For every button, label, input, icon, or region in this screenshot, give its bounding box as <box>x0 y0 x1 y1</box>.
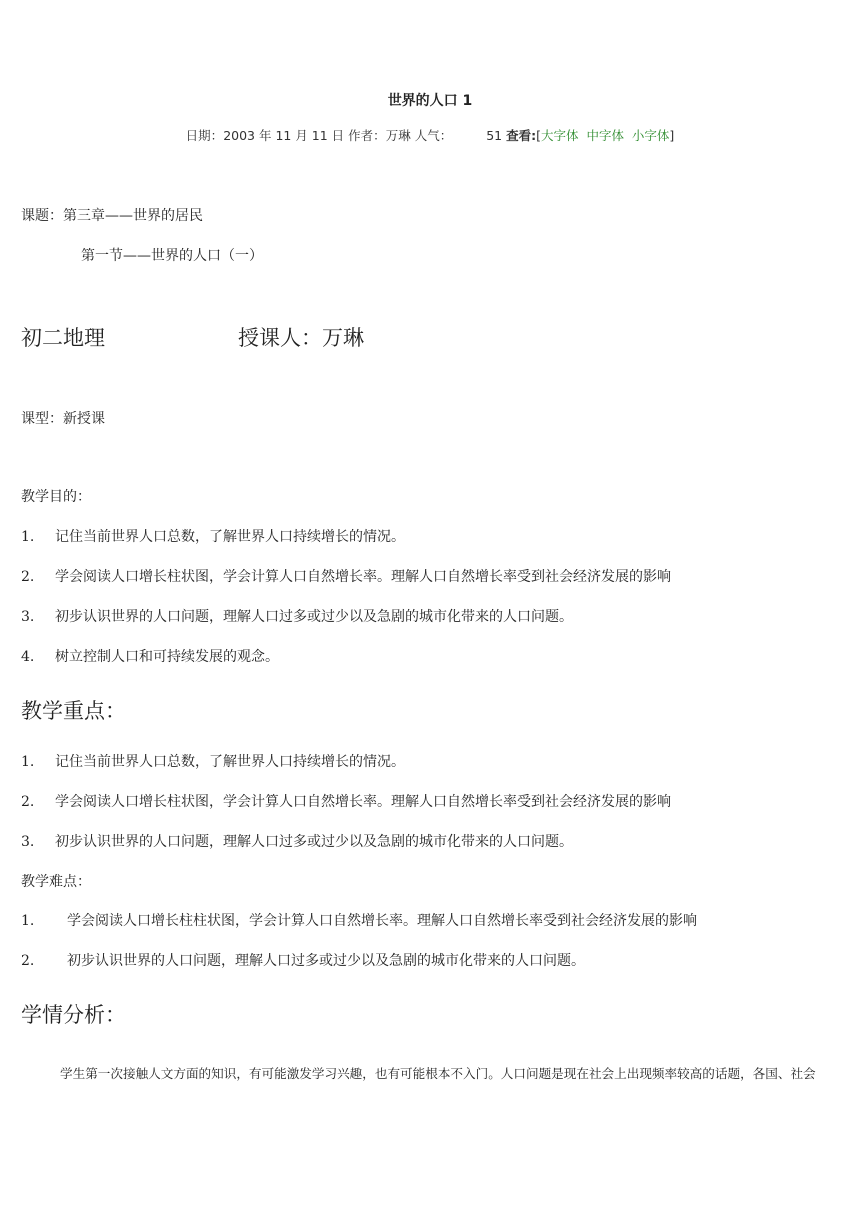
page-title: 世界的人口 1 <box>387 93 473 109</box>
list-text: 学会阅读人口增长柱状图，学会计算人口自然增长率。理解人口自然增长率受到社会经济发展的影响 <box>55 794 671 810</box>
bracket-close: ] <box>669 128 675 143</box>
list-text: 初步认识世界的人口问题，理解人口过多或过少以及急剧的城市化带来的人口问题。 <box>55 609 573 625</box>
analysis-paragraph: 学生第一次接触人文方面的知识，有可能激发学习兴趣，也有可能根本不入门。人口问题是现在社会上出现频率较高的话题，各国、社会 <box>60 1066 816 1081</box>
bracket-open: [ <box>536 128 541 143</box>
lesson-grade: 初二地理 <box>21 326 105 350</box>
list-number: 1. <box>21 913 35 929</box>
list-item <box>21 606 573 626</box>
list-item <box>21 831 573 851</box>
list-number: 2. <box>21 953 35 969</box>
list-text: 树立控制人口和可持续发展的观念。 <box>55 649 279 665</box>
list-item <box>21 950 585 970</box>
views-count: 51 <box>486 128 503 143</box>
list-text: 初步认识世界的人口问题，理解人口过多或过少以及急剧的城市化带来的人口问题。 <box>67 953 585 969</box>
views-label: 人气： <box>414 128 453 143</box>
list-number: 2. <box>21 794 35 810</box>
date-value: 2003 年 11 月 11 日 <box>223 128 345 143</box>
list-number: 3. <box>21 834 35 850</box>
font-medium-link[interactable]: 中字体 <box>586 128 624 143</box>
key-points-heading: 教学重点： <box>21 699 126 723</box>
list-text: 学会阅读人口增长柱柱状图，学会计算人口自然增长率。理解人口自然增长率受到社会经济发展的影响 <box>67 913 697 929</box>
list-number: 3. <box>21 609 35 625</box>
list-item <box>21 566 671 586</box>
list-number: 1. <box>21 754 35 770</box>
list-item <box>21 526 405 546</box>
view-label: 查看: <box>506 128 537 143</box>
list-number: 1. <box>21 529 35 545</box>
font-small-link[interactable]: 小字体 <box>631 128 670 143</box>
list-item <box>21 910 697 930</box>
difficulties-heading: 教学难点： <box>21 874 91 890</box>
list-text: 学会阅读人口增长柱状图，学会计算人口自然增长率。理解人口自然增长率受到社会经济发展的影响 <box>55 569 671 585</box>
list-number: 2. <box>21 569 35 585</box>
lesson-type: 课型：新授课 <box>21 411 105 427</box>
lesson-section: 第一节——世界的人口（一） <box>81 248 263 264</box>
list-item <box>21 791 671 811</box>
list-text: 记住当前世界人口总数，了解世界人口持续增长的情况。 <box>55 754 405 770</box>
article-meta <box>0 126 860 144</box>
goals-heading: 教学目的： <box>21 489 91 505</box>
author-name: 万琳 <box>385 128 411 143</box>
author-label: 作者： <box>348 128 386 143</box>
font-large-link[interactable]: 大字体 <box>540 128 579 143</box>
list-number: 4. <box>21 649 35 665</box>
list-item <box>21 646 279 666</box>
lesson-topic: 课题：第三章——世界的居民 <box>21 208 203 224</box>
date-label: 日期： <box>185 128 224 143</box>
list-text: 记住当前世界人口总数，了解世界人口持续增长的情况。 <box>55 529 405 545</box>
analysis-heading: 学情分析： <box>21 1003 126 1027</box>
list-text: 初步认识世界的人口问题，理解人口过多或过少以及急剧的城市化带来的人口问题。 <box>55 834 573 850</box>
list-item <box>21 751 405 771</box>
lesson-teacher: 授课人：万琳 <box>238 326 364 350</box>
